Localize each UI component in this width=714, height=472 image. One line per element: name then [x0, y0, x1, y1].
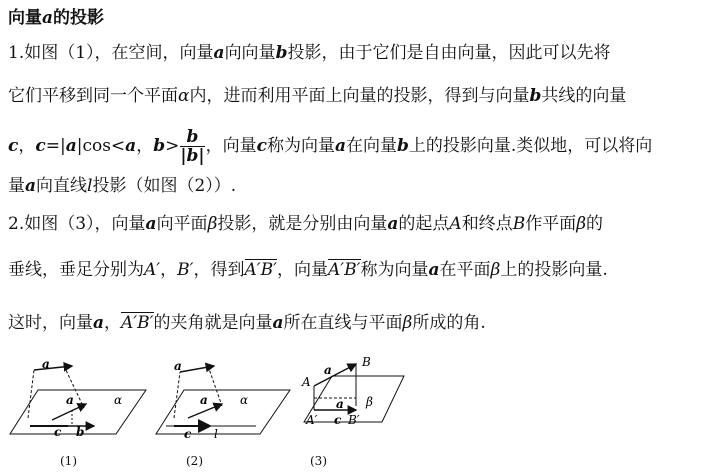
svg-text:α: α	[240, 393, 249, 407]
figure-2	[152, 356, 292, 470]
svg-text:a: a	[66, 393, 74, 407]
vector-a-arrow	[180, 366, 214, 372]
paragraph-1-line-2: 它们平移到同一个平面α内，进而利用平面上向量的投影，得到与向量b共线的向量	[8, 86, 627, 106]
svg-text:c: c	[184, 427, 192, 441]
svg-text:c: c	[334, 413, 342, 427]
section-title	[8, 6, 104, 30]
figure-2-caption: (2)	[186, 454, 203, 468]
paragraph-2-line-2: 垂线，垂足分别为A′，B′，得到A′B′，向量A′B′称为向量a在平面β上的投影向量.	[8, 260, 608, 280]
title-text: 的投影	[53, 8, 105, 28]
figure-3	[298, 356, 438, 470]
svg-text:B′: B′	[348, 413, 360, 427]
svg-text:α: α	[114, 393, 123, 407]
paragraph-2-line-1: 2.如图（3），向量a向平面β投影，就是分别由向量a的起点A和终点B作平面β的	[8, 214, 604, 234]
figure-3-caption: (3)	[310, 454, 327, 468]
svg-text:a: a	[336, 397, 344, 411]
figure-3-diagram	[298, 356, 438, 451]
vector-a: a	[42, 8, 54, 28]
vector-AprimeBprime: A′B′	[328, 260, 361, 280]
vector-a-arrow	[34, 366, 72, 370]
figure-1-diagram	[8, 356, 148, 451]
figure-2-diagram	[152, 356, 292, 451]
svg-text:b: b	[76, 425, 85, 439]
fraction-b-over-abs-b: $\frac{b}{|b|}$	[180, 127, 205, 166]
svg-text:a: a	[42, 357, 50, 371]
svg-text:a: a	[324, 363, 332, 377]
paragraph-1-line-3: c，c=|a|cos<a，b> $\frac{b}{|b|}$ ，向量c称为向量a在向量b上的投影向量.类似地，可以将向	[8, 127, 653, 166]
svg-text:A′: A′	[306, 413, 318, 427]
vector-AprimeBprime: A′B′	[244, 260, 277, 280]
svg-text:a: a	[174, 359, 182, 373]
title-text: 向量	[8, 8, 42, 28]
svg-text:l: l	[214, 427, 218, 441]
paragraph-1-line-4: 量a向直线l投影（如图（2））.	[8, 176, 237, 196]
figure-1	[8, 356, 148, 470]
vector-AprimeBprime: A′B′	[121, 313, 154, 333]
paragraph-2-line-3: 这时，向量a，A′B′的夹角就是向量a所在直线与平面β所成的角.	[8, 313, 486, 333]
paragraph-1-line-1: 1.如图（1），在空间，向量a向向量b投影，由于它们是自由向量，因此可以先将	[8, 43, 611, 63]
plane-alpha	[156, 390, 290, 434]
svg-text:c: c	[54, 425, 62, 439]
vector-a-arrow	[314, 364, 356, 386]
svg-text:a: a	[200, 393, 208, 407]
svg-text:β: β	[366, 395, 373, 409]
svg-text:A: A	[302, 375, 311, 389]
svg-text:B: B	[362, 356, 371, 369]
figure-1-caption: (1)	[60, 454, 77, 468]
